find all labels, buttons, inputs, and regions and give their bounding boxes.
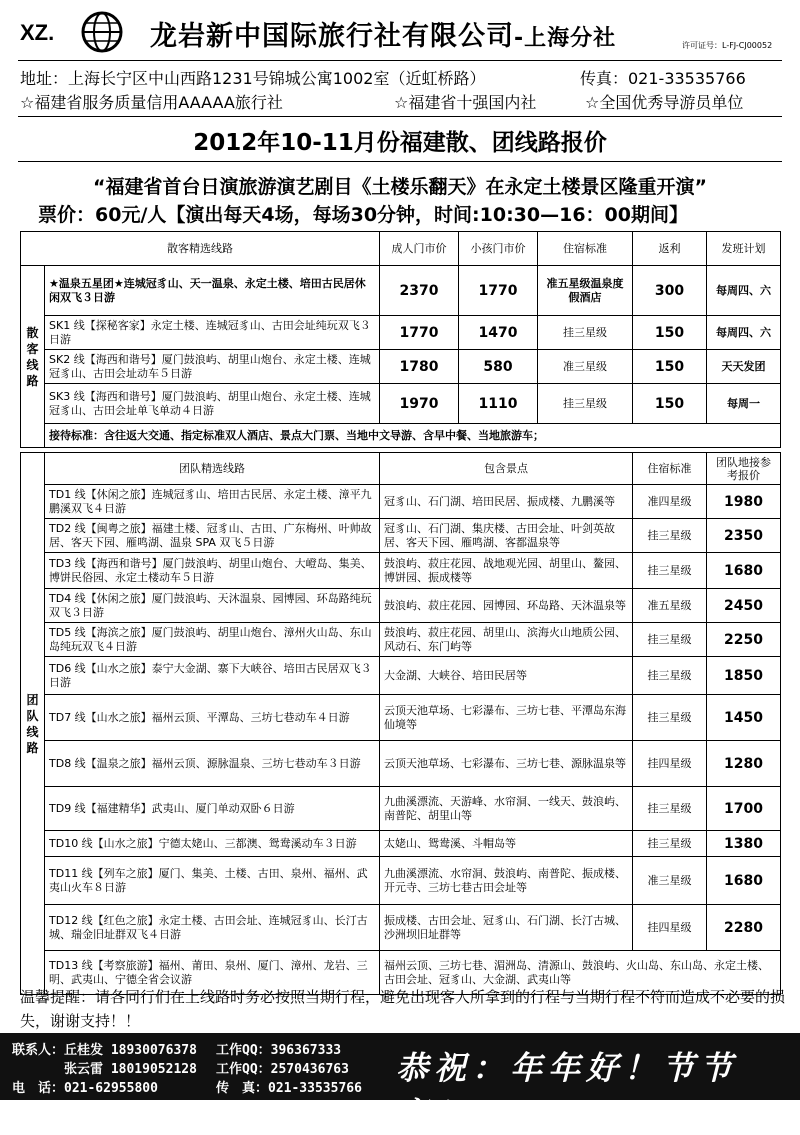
- schedule: 每周四、六: [707, 316, 781, 350]
- group-price: 1680: [707, 857, 781, 905]
- group-price: 1980: [707, 485, 781, 519]
- logo-text: XZ.: [20, 20, 55, 45]
- table-row: [21, 485, 781, 519]
- route-cell: TD12 线【红色之旅】永定土楼、古田会址、连城冠豸山、长汀古城、瑞金旧址群双飞４日游: [45, 905, 380, 951]
- route-cell: TD4 线【休闲之旅】厦门鼓浪屿、天沐温泉、园博园、环岛路纯玩双飞３日游: [45, 589, 380, 623]
- group-price: 1280: [707, 741, 781, 787]
- group-routes-table: [20, 452, 781, 995]
- child-price: 1770: [459, 266, 538, 316]
- hotel-standard: 挂三星级: [538, 384, 633, 424]
- header: [0, 0, 800, 60]
- table-row: [21, 316, 781, 350]
- spots-cell: 太姥山、鸳鸯溪、斗帽岛等: [380, 831, 633, 857]
- route-cell: TD10 线【山水之旅】宁德太姥山、三都澳、鸳鸯溪动车３日游: [45, 831, 380, 857]
- group-price: 2450: [707, 589, 781, 623]
- table-row: [21, 905, 781, 951]
- phone: 电 话：021-62955800: [12, 1081, 158, 1096]
- route-cell: SK2 线【海西和谐号】厦门鼓浪屿、胡里山炮台、永定土楼、连城冠豸山、古田会址动车５日游: [45, 350, 380, 384]
- hotel-standard: 准三星级: [633, 857, 707, 905]
- hotel-standard: 准五星级: [633, 589, 707, 623]
- schedule: 天天发团: [707, 350, 781, 384]
- route-cell: SK1 线【探秘客家】永定土楼、连城冠豸山、古田会址纯玩双飞３日游: [45, 316, 380, 350]
- header-schedule: 发班计划: [707, 232, 781, 266]
- table-row: [21, 589, 781, 623]
- reminder-notice: 温馨提醒：请各同行们在上线路时务必按照当期行程，避免出现客人所拿到的行程与当期行程不符而造成不必要的损失，谢谢支持！！: [20, 988, 786, 1030]
- route-cell: TD7 线【山水之旅】福州云顶、平潭岛、三坊七巷动车４日游: [45, 695, 380, 741]
- spots-cell: 大金湖、大峡谷、培田民居等: [380, 657, 633, 695]
- hotel-standard: 挂三星级: [633, 519, 707, 553]
- address-row: [20, 66, 780, 89]
- spots-cell: 云顶天池草场、七彩瀑布、三坊七巷、平潭岛东海仙境等: [380, 695, 633, 741]
- route-cell: TD2 线【闽粤之旅】福建土楼、冠豸山、古田、广东梅州、叶帅故居、客天下园、雁鸣湖、温泉 SPA 双飞５日游: [45, 519, 380, 553]
- route-cell: TD6 线【山水之旅】泰宁大金湖、寨下大峡谷、培田古民居双飞３日游: [45, 657, 380, 695]
- route-cell: SK3 线【海西和谐号】厦门鼓浪屿、胡里山炮台、永定土楼、连城冠豸山、古田会址单飞单动４日游: [45, 384, 380, 424]
- header-route: 散客精选线路: [21, 232, 380, 266]
- schedule: 每周一: [707, 384, 781, 424]
- route-cell: TD11 线【列车之旅】厦门、集美、土楼、古田、泉州、福州、武夷山火车８日游: [45, 857, 380, 905]
- fax: 传 真：021-33535766: [216, 1081, 362, 1096]
- honor-3: ☆全国优秀导游员单位: [585, 93, 744, 112]
- table-row: [21, 553, 781, 589]
- header-route: 团队精选线路: [45, 453, 380, 485]
- child-price: 1110: [459, 384, 538, 424]
- spots-cell: 冠豸山、石门湖、集庆楼、古田会址、叶剑英故居、客天下园、雁鸣湖、客都温泉等: [380, 519, 633, 553]
- header-hotel: 住宿标准: [633, 453, 707, 485]
- contact-person-1: 联系人：丘桂发 18930076378: [12, 1043, 197, 1058]
- hotel-standard: 挂三星级: [633, 623, 707, 657]
- hotel-standard: 挂四星级: [633, 741, 707, 787]
- route-cell: TD9 线【福建精华】武夷山、厦门单动双卧６日游: [45, 787, 380, 831]
- spots-cell: 鼓浪屿、菽庄花园、园博园、环岛路、天沐温泉等: [380, 589, 633, 623]
- header-rebate: 返利: [633, 232, 707, 266]
- group-price: 2250: [707, 623, 781, 657]
- globe-icon: [80, 10, 124, 54]
- child-price: 580: [459, 350, 538, 384]
- honor-1: ☆福建省服务质量信用AAAAA旅行社: [20, 93, 283, 112]
- group-price: 1700: [707, 787, 781, 831]
- hotel-standard: 挂三星级: [633, 553, 707, 589]
- hotel-standard: 挂四星级: [633, 905, 707, 951]
- address: 地址：上海长宁区中山西路1231号锦城公寓1002室（近虹桥路）: [20, 69, 486, 88]
- group-price: 2280: [707, 905, 781, 951]
- header-adult-price: 成人门市价: [380, 232, 459, 266]
- child-price: 1470: [459, 316, 538, 350]
- scatter-routes-table: [20, 231, 781, 448]
- group-price: 1450: [707, 695, 781, 741]
- route-cell: TD5 线【海滨之旅】厦门鼓浪屿、胡里山炮台、漳州火山岛、东山岛纯玩双飞４日游: [45, 623, 380, 657]
- spots-cell: 九曲溪漂流、水帘洞、鼓浪屿、南普陀、振成楼、开元寺、三坊七巷古田会址等: [380, 857, 633, 905]
- hotel-standard: 准五星级温泉度假酒店: [538, 266, 633, 316]
- header-price: 团队地接参考报价: [707, 453, 781, 485]
- table-row: [21, 787, 781, 831]
- header-child-price: 小孩门市价: [459, 232, 538, 266]
- group-price: 1680: [707, 553, 781, 589]
- spots-cell: 冠豸山、石门湖、培田民居、振成楼、九鹏溪等: [380, 485, 633, 519]
- footer: [0, 1033, 800, 1133]
- work-qq-1: 工作QQ：396367333: [216, 1043, 342, 1058]
- table-header-row: [21, 232, 781, 266]
- table-row: [21, 519, 781, 553]
- page-title: 2012年10-11月份福建散、团线路报价: [193, 130, 607, 156]
- branch-name: -上海分社: [514, 26, 617, 51]
- divider: [18, 60, 782, 61]
- header-spots: 包含景点: [380, 453, 633, 485]
- rebate: 150: [633, 350, 707, 384]
- spots-cell: 福州云顶、三坊七巷、湄洲岛、清源山、鼓浪屿、火山岛、东山岛、永定土楼、古田会址、冠豸山、大金湖、武夷山等: [380, 951, 781, 995]
- show-announcement: “福建省首台日演旅游演艺剧目《土楼乐翻天》在永定土楼景区隆重开演”: [93, 176, 707, 198]
- rebate: 150: [633, 316, 707, 350]
- route-cell: TD3 线【海西和谐号】厦门鼓浪屿、胡里山炮台、大嶝岛、集美、博饼民俗园、永定土楼动车５日游: [45, 553, 380, 589]
- schedule: 每周四、六: [707, 266, 781, 316]
- group-price: 2350: [707, 519, 781, 553]
- reception-standard: 接待标准：含往返大交通、指定标准双人酒店、景点大门票、当地中文导游、含早中餐、当地旅游车；: [45, 424, 781, 448]
- adult-price: 1780: [380, 350, 459, 384]
- hotel-standard: 挂三星级: [633, 831, 707, 857]
- rebate: 300: [633, 266, 707, 316]
- hotel-standard: 准四星级: [633, 485, 707, 519]
- honors-row: [20, 90, 780, 113]
- company-logo: [20, 10, 135, 56]
- group-price: 1380: [707, 831, 781, 857]
- spots-cell: 云顶天池草场、七彩瀑布、三坊七巷、源脉温泉等: [380, 741, 633, 787]
- ticket-info: 票价：60元/人【演出每天4场，每场30分钟，时间:10:30—16：00期间】: [38, 204, 688, 226]
- fax: 传真：021-33535766: [580, 69, 746, 88]
- table-row: [21, 623, 781, 657]
- adult-price: 1970: [380, 384, 459, 424]
- table-row: [21, 831, 781, 857]
- rebate: 150: [633, 384, 707, 424]
- license-number: 许可证号：L-FJ-CJ00052: [682, 41, 773, 50]
- divider: [18, 116, 782, 117]
- table-row: [21, 695, 781, 741]
- adult-price: 2370: [380, 266, 459, 316]
- group-price: 1850: [707, 657, 781, 695]
- honor-2: ☆福建省十强国内社: [394, 93, 537, 112]
- route-cell: TD1 线【休闲之旅】连城冠豸山、培田古民居、永定土楼、漳平九鹏溪双飞４日游: [45, 485, 380, 519]
- scatter-side-label: 散客线路: [21, 266, 45, 448]
- table-row: [21, 657, 781, 695]
- spots-cell: 鼓浪屿、菽庄花园、战地观光园、胡里山、鳌园、博饼园、振成楼等: [380, 553, 633, 589]
- work-qq-2: 工作QQ：2570436763: [216, 1062, 349, 1077]
- header-hotel: 住宿标准: [538, 232, 633, 266]
- route-cell: TD8 线【温泉之旅】福州云顶、源脉温泉、三坊七巷动车３日游: [45, 741, 380, 787]
- hotel-standard: 挂三星级: [633, 787, 707, 831]
- route-cell: ★温泉五星团★连城冠豸山、天一温泉、永定土楼、培田古民居休闲双飞３日游: [45, 266, 380, 316]
- table-row: [21, 384, 781, 424]
- hotel-standard: 挂三星级: [633, 657, 707, 695]
- hotel-standard: 挂三星级: [538, 316, 633, 350]
- table-row: [21, 857, 781, 905]
- route-cell: TD13 线【考察旅游】福州、莆田、泉州、厦门、漳州、龙岩、三明、武夷山、宁德全省会议游: [45, 951, 380, 995]
- table-header-row: [21, 453, 781, 485]
- spots-cell: 九曲溪漂流、天游峰、水帘洞、一线天、鼓浪屿、南普陀、胡里山等: [380, 787, 633, 831]
- group-side-label: 团队线路: [21, 453, 45, 995]
- spots-cell: 鼓浪屿、菽庄花园、胡里山、滨海火山地质公园、风动石、东门屿等: [380, 623, 633, 657]
- contact-person-2: 张云雷 18019052128: [64, 1062, 197, 1077]
- table-row: [21, 741, 781, 787]
- table-row: [21, 266, 781, 316]
- hotel-standard: 挂三星级: [633, 695, 707, 741]
- table-row: [21, 350, 781, 384]
- adult-price: 1770: [380, 316, 459, 350]
- standard-row: [21, 424, 781, 448]
- spots-cell: 振成楼、古田会址、冠豸山、石门湖、长汀古城、沙洲坝旧址群等: [380, 905, 633, 951]
- divider: [18, 161, 782, 162]
- company-name: 龙岩新中国际旅行社有限公司-上海分社: [150, 21, 617, 52]
- hotel-standard: 准三星级: [538, 350, 633, 384]
- greeting-slogan: 恭祝：年年好！节节高！: [396, 1049, 739, 1133]
